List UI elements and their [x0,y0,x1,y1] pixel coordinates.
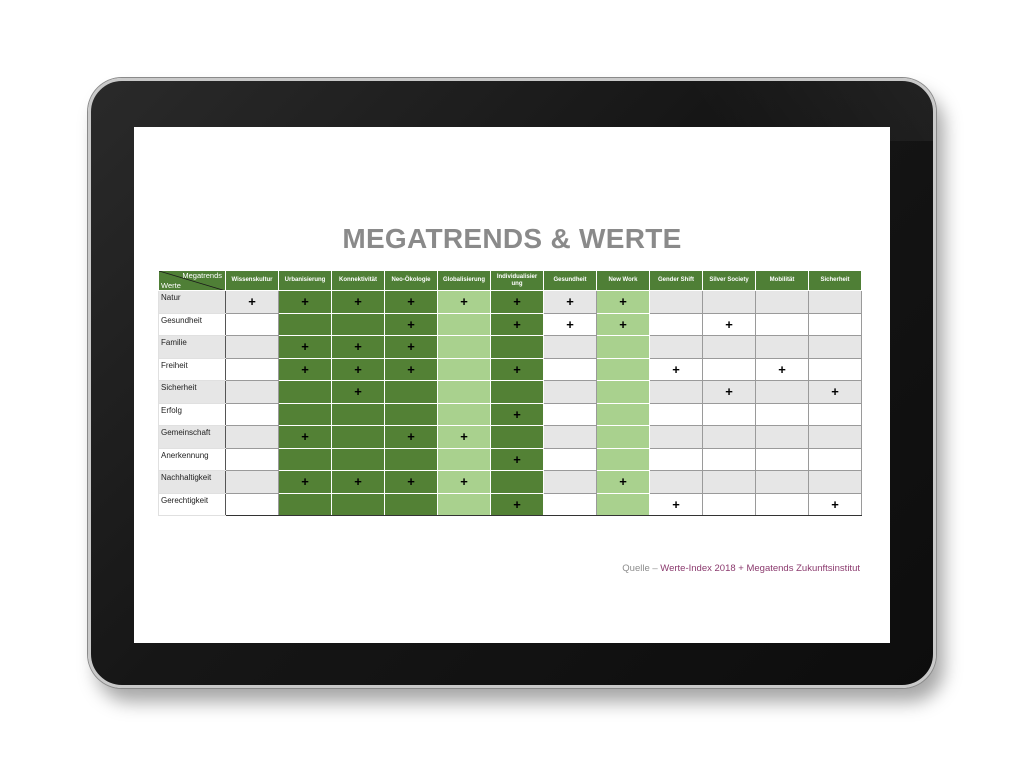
table-cell [650,313,703,336]
table-cell [597,493,650,516]
table-cell: + [279,471,332,494]
table-row [159,493,862,516]
table-cell [809,448,862,471]
table-cell [226,471,279,494]
table-cell [703,471,756,494]
table-cell: + [809,493,862,516]
table-cell [703,426,756,449]
table-cell: + [385,471,438,494]
table-row [159,426,862,449]
table-cell [332,448,385,471]
table-cell [809,471,862,494]
table-cell [597,403,650,426]
table-cell [544,448,597,471]
table-cell [809,358,862,381]
row-label: Gesundheit [159,313,226,336]
table-cell [279,448,332,471]
table-cell [756,471,809,494]
table-cell: + [597,291,650,314]
table-cell [809,313,862,336]
table-cell: + [279,291,332,314]
table-cell: + [597,313,650,336]
table-cell [491,471,544,494]
table-cell [279,381,332,404]
table-cell [226,381,279,404]
table-cell [809,426,862,449]
table-row [159,313,862,336]
table-cell: + [332,291,385,314]
table-cell [385,448,438,471]
table-cell [544,403,597,426]
table-cell [756,291,809,314]
table-cell: + [650,358,703,381]
table-cell: + [650,493,703,516]
table-cell [756,448,809,471]
table-cell [650,381,703,404]
table-cell [703,336,756,359]
corner-cell [159,271,226,291]
table-cell [438,313,491,336]
table-row [159,291,862,314]
table-cell: + [491,493,544,516]
column-header: Urbanisierung [279,271,332,291]
table-cell [332,493,385,516]
table-cell [438,358,491,381]
table-cell [756,381,809,404]
table-cell [703,291,756,314]
table-cell [597,336,650,359]
table-cell [491,381,544,404]
table-row [159,336,862,359]
column-header: Globalisierung [438,271,491,291]
table-cell: + [491,358,544,381]
table-row [159,471,862,494]
table-cell [809,336,862,359]
row-label: Freiheit [159,358,226,381]
table-cell: + [544,291,597,314]
table-cell [226,313,279,336]
row-label: Nachhaltigkeit [159,471,226,494]
megatrends-values-table [158,270,862,516]
column-header: Individualisier ung [491,271,544,291]
table-cell [438,381,491,404]
table-cell: + [385,336,438,359]
table-cell: + [385,358,438,381]
table-cell [650,426,703,449]
row-label: Familie [159,336,226,359]
column-header: Konnektivität [332,271,385,291]
column-header: Silver Society [703,271,756,291]
table-cell [544,471,597,494]
table-row [159,448,862,471]
table-cell: + [491,403,544,426]
table-cell: + [703,381,756,404]
table-cell [544,426,597,449]
table-cell: + [438,426,491,449]
table-cell [385,493,438,516]
table-cell: + [385,313,438,336]
table-cell [491,426,544,449]
table-cell [544,493,597,516]
table-cell [597,448,650,471]
corner-label-megatrends: Megatrends [182,271,222,280]
table-cell: + [279,358,332,381]
column-header: Mobilität [756,271,809,291]
table-cell: + [597,471,650,494]
table-row [159,403,862,426]
table-cell [491,336,544,359]
table-cell: + [332,471,385,494]
table-cell: + [332,381,385,404]
table-cell [279,313,332,336]
table-cell [650,448,703,471]
table-cell: + [279,426,332,449]
table-cell [226,358,279,381]
table-cell [597,426,650,449]
table-body [159,291,862,516]
table-cell [438,493,491,516]
table-cell [385,403,438,426]
table-cell: + [438,291,491,314]
table-cell [332,313,385,336]
table-cell [756,336,809,359]
column-header: Wissenskultur [226,271,279,291]
table-cell [809,291,862,314]
table-cell: + [385,291,438,314]
table-cell [650,403,703,426]
row-label: Sicherheit [159,381,226,404]
row-label: Gemeinschaft [159,426,226,449]
table-cell [597,358,650,381]
corner-label-werte: Werte [161,281,181,290]
source-reference: Werte-Index 2018 + Megatends Zukunftsinstitut [660,563,860,574]
table-cell [226,493,279,516]
table-cell [385,381,438,404]
table-cell [544,381,597,404]
table-cell [332,403,385,426]
table-cell: + [809,381,862,404]
table-cell [703,403,756,426]
table-cell [226,403,279,426]
table-header-row [159,271,862,291]
table-cell: + [756,358,809,381]
source-note [622,563,860,574]
table-cell: + [491,448,544,471]
table-cell: + [226,291,279,314]
table-row [159,381,862,404]
table-cell: + [279,336,332,359]
row-label: Erfolg [159,403,226,426]
table-cell [279,493,332,516]
table-cell: + [438,471,491,494]
column-header: Neo-Ökologie [385,271,438,291]
source-prefix: Quelle – [622,563,661,574]
column-header: Gesundheit [544,271,597,291]
row-label: Natur [159,291,226,314]
table-cell [703,448,756,471]
table-cell [438,403,491,426]
table-cell: + [332,336,385,359]
table-cell: + [703,313,756,336]
column-header: Sicherheit [809,271,862,291]
table-cell [809,403,862,426]
table-cell [544,358,597,381]
table-cell: + [491,291,544,314]
table-cell [226,426,279,449]
slide-title: MEGATRENDS & WERTE [342,223,682,254]
table-cell [756,403,809,426]
column-header: New Work [597,271,650,291]
table-cell: + [491,313,544,336]
table-cell: + [385,426,438,449]
table-cell [279,403,332,426]
tablet-device [88,78,936,688]
row-label: Anerkennung [159,448,226,471]
table-cell [226,336,279,359]
table-cell [438,448,491,471]
table-cell [703,358,756,381]
table-cell [650,291,703,314]
row-label: Gerechtigkeit [159,493,226,516]
table-cell: + [544,313,597,336]
table-row [159,358,862,381]
table-cell [650,471,703,494]
table-cell [650,336,703,359]
table-cell [756,493,809,516]
table-cell [756,426,809,449]
table-cell [332,426,385,449]
column-header: Gender Shift [650,271,703,291]
table-cell [544,336,597,359]
table-cell [756,313,809,336]
slide-screen [134,127,890,643]
table-cell [226,448,279,471]
table-cell: + [332,358,385,381]
table-cell [438,336,491,359]
table-cell [597,381,650,404]
table-cell [703,493,756,516]
